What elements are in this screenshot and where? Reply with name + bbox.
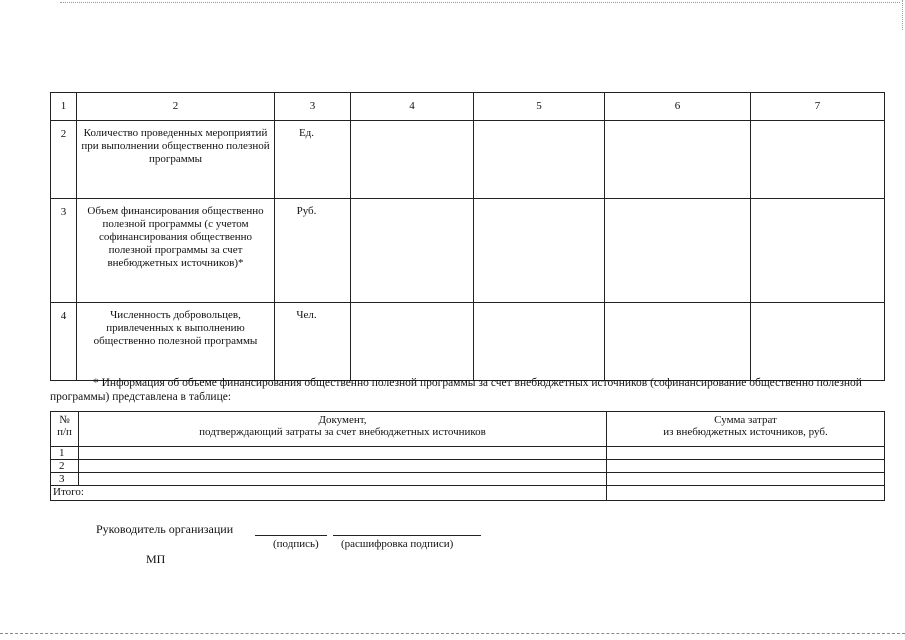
value-cell	[751, 121, 885, 199]
document-cell	[79, 447, 607, 460]
sum-cell	[607, 447, 885, 460]
indicators-header-row	[51, 93, 885, 121]
table-row	[51, 447, 885, 460]
value-cell	[474, 303, 605, 381]
value-cell	[751, 303, 885, 381]
col-num-header	[51, 412, 79, 447]
header-cell-3: 3	[275, 93, 351, 121]
signature-decoding-line	[333, 535, 481, 536]
signature-line	[255, 535, 327, 536]
sum-cell	[607, 473, 885, 486]
table-row	[51, 121, 885, 199]
header-cell-2: 2	[77, 93, 275, 121]
indicator-unit: Ед.	[275, 121, 351, 199]
signature-decoding-caption: (расшифровка подписи)	[341, 538, 454, 550]
header-cell-6: 6	[605, 93, 751, 121]
indicator-unit: Чел.	[275, 303, 351, 381]
header-cell-7: 7	[751, 93, 885, 121]
row-number: 2	[51, 460, 79, 473]
col-sum-header-line1: Сумма затрат	[714, 414, 777, 426]
value-cell	[605, 199, 751, 303]
value-cell	[605, 121, 751, 199]
scan-edge-right	[902, 0, 903, 30]
total-sum-cell	[607, 486, 885, 501]
value-cell	[351, 121, 474, 199]
seal-placeholder: МП	[146, 552, 166, 566]
header-cell-5: 5	[474, 93, 605, 121]
scan-edge-top	[60, 2, 900, 3]
col-doc-header-line1: Документ,	[318, 414, 367, 426]
manager-signature-label: Руководитель организации	[96, 522, 234, 536]
signature-caption: (подпись)	[273, 538, 319, 550]
document-cell	[79, 473, 607, 486]
value-cell	[474, 121, 605, 199]
table-row	[51, 199, 885, 303]
costs-table	[50, 411, 885, 501]
document-cell	[79, 460, 607, 473]
col-sum-header	[607, 412, 885, 447]
row-number: 3	[51, 199, 77, 303]
row-number: 2	[51, 121, 77, 199]
value-cell	[351, 199, 474, 303]
col-doc-header-line2: подтверждающий затраты за счет внебюджетных источников	[199, 426, 486, 438]
col-sum-header-line2: из внебюджетных источников, руб.	[663, 426, 828, 438]
value-cell	[605, 303, 751, 381]
table-row	[51, 460, 885, 473]
indicators-table	[50, 92, 885, 381]
sum-cell	[607, 460, 885, 473]
costs-header-row	[51, 412, 885, 447]
footnote: * Информация об объеме финансирования общественно полезной программы за счет внебюджетных источников (софинансирование общественно полезной программы) представлена в таблице:	[50, 377, 862, 403]
total-label: Итого:	[51, 486, 607, 501]
indicator-name: Объем финансирования общественно полезной программы (с учетом софинансирования общественно полезной программы за счет внебюджетных источников)*	[77, 199, 275, 303]
col-num-header-line1: №	[59, 414, 70, 426]
indicator-name: Количество проведенных мероприятий при выполнении общественно полезной программы	[77, 121, 275, 199]
col-doc-header	[79, 412, 607, 447]
row-number: 1	[51, 447, 79, 460]
scan-edge-bottom	[0, 633, 905, 634]
header-cell-1: 1	[51, 93, 77, 121]
table-row	[51, 473, 885, 486]
header-cell-4: 4	[351, 93, 474, 121]
col-num-header-line2: п/п	[57, 426, 72, 438]
value-cell	[474, 199, 605, 303]
indicator-name: Численность добровольцев, привлеченных к выполнению общественно полезной программы	[77, 303, 275, 381]
indicator-unit: Руб.	[275, 199, 351, 303]
value-cell	[351, 303, 474, 381]
total-row	[51, 486, 885, 501]
value-cell	[751, 199, 885, 303]
table-row	[51, 303, 885, 381]
row-number: 3	[51, 473, 79, 486]
row-number: 4	[51, 303, 77, 381]
